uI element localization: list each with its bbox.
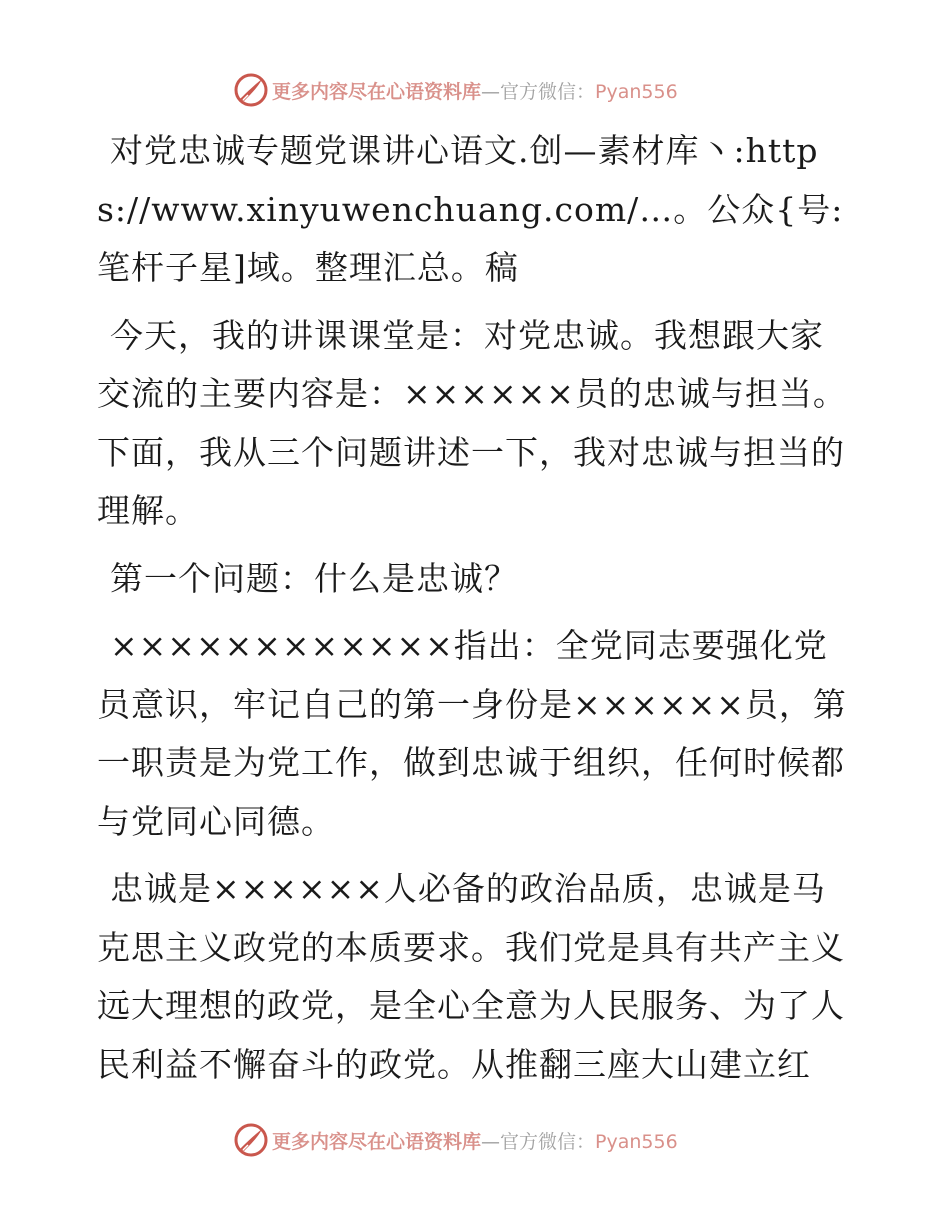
document-body [97, 122, 857, 1103]
paragraph-source: 对党忠诚专题党课讲心语文.创—素材库丶:https://www.xinyuwenchuang.com/…。公众{号:笔杆子星]域。整理汇总。稿 [97, 131, 844, 287]
paragraph-loyalty: 忠诚是××××××人必备的政治品质，忠诚是马克思主义政党的本质要求。我们党是具有共产主义远大理想的政党，是全心全意为人民服务、为了人民利益不懈奋斗的政党。从推翻三座大山建立红 [97, 869, 845, 1084]
footer-banner [234, 1122, 714, 1158]
footer-banner-official: —官方微信： [481, 1130, 596, 1153]
header-banner [234, 72, 714, 108]
footer-banner-id: Pyan556 [595, 1130, 678, 1153]
header-banner-official: —官方微信： [481, 80, 596, 103]
footer-banner-main: 更多内容尽在心语资料库 [272, 1130, 482, 1153]
header-banner-id: Pyan556 [595, 80, 678, 103]
header-banner-main: 更多内容尽在心语资料库 [272, 80, 482, 103]
paragraph-quote: ××××××××××××指出：全党同志要强化党员意识，牢记自己的第一身份是××××××员，第一职责是为党工作，做到忠诚于组织，任何时候都与党同心同德。 [97, 626, 847, 841]
header-banner-text [272, 77, 678, 104]
quill-logo-icon [234, 73, 268, 107]
paragraph-question-heading: 第一个问题：什么是忠诚？ [110, 558, 518, 598]
paragraph-intro: 今天，我的讲课课堂是：对党忠诚。我想跟大家交流的主要内容是：××××××员的忠诚与担当。下面，我从三个问题讲述一下，我对忠诚与担当的理解。 [97, 315, 847, 530]
quill-logo-icon [234, 1123, 268, 1157]
footer-banner-text [272, 1127, 678, 1154]
